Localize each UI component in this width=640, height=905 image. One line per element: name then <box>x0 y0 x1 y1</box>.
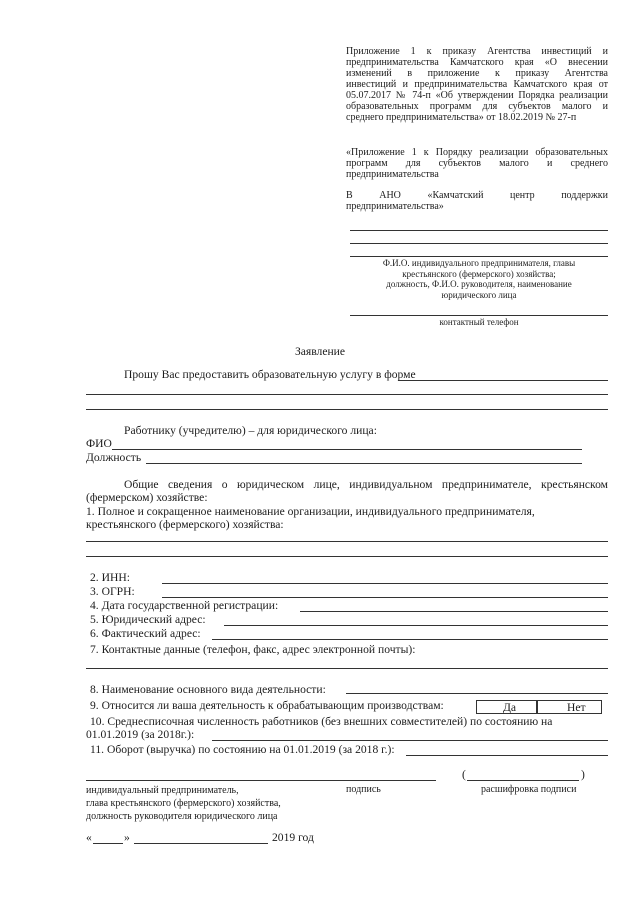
applicant-blank[interactable] <box>350 243 608 244</box>
position-label: Должность <box>86 451 142 464</box>
employee-heading: Работнику (учредителю) – для юридического лица: <box>124 424 377 437</box>
date-open-quote: « <box>86 831 92 844</box>
item1 <box>86 505 608 531</box>
fio-field[interactable] <box>112 449 582 450</box>
signer-blank[interactable] <box>86 780 436 781</box>
contacts-label: 7. Контактные данные (телефон, факс, адрес электронной почты): <box>90 643 416 656</box>
appendix-line: среднего предпринимательства» от 18.02.2019 № 27-п <box>346 112 577 123</box>
headcount-question <box>86 715 610 741</box>
applicant-caption <box>350 258 608 300</box>
headcount-line: 10. Среднесписочная численность работников (без внешних совместителей) по состоянию на <box>90 715 553 728</box>
procedure-line: программ для субъектов малого и среднего <box>346 158 608 169</box>
appendix-line: 05.07.2017 № 74-п «Об утверждении Порядка реализации <box>346 90 608 101</box>
general-intro-line: Общие сведения о юридическом лице, индивидуальном предпринимателе, крестьянском <box>124 478 608 491</box>
date-close-quote: » <box>124 831 130 844</box>
no-box[interactable] <box>536 700 602 714</box>
request-blank[interactable] <box>398 380 608 381</box>
decode-close-paren: ) <box>581 768 585 781</box>
addressee-line: предпринимательства» <box>346 201 444 212</box>
reg-date-field[interactable] <box>300 611 608 612</box>
request-blank[interactable] <box>86 394 608 395</box>
date-month-field[interactable] <box>134 843 268 844</box>
legal-address-label: 5. Юридический адрес: <box>90 613 206 626</box>
signer-caption <box>86 784 281 823</box>
org-name-blank[interactable] <box>86 556 608 557</box>
no-label: Нет <box>567 701 586 714</box>
year-text: 2019 год <box>272 831 314 844</box>
sign-caption: подпись <box>346 784 381 795</box>
headcount-line: 01.01.2019 (за 2018г.): <box>86 728 195 741</box>
turnover-label: 11. Оборот (выручка) по состоянию на 01.01.2019 (за 2018 г.): <box>90 743 395 756</box>
decode-blank[interactable] <box>467 780 579 781</box>
appendix-line: изменений в приложение к приказу Агентства <box>346 68 608 79</box>
applicant-caption-line: юридического лица <box>441 289 517 300</box>
signer-caption-line: индивидуальный предприниматель, <box>86 785 239 796</box>
request-blank[interactable] <box>86 409 608 410</box>
turnover-field[interactable] <box>406 755 608 756</box>
date-day-field[interactable] <box>93 843 123 844</box>
decode-caption: расшифровка подписи <box>481 784 577 795</box>
applicant-caption-line: должность, Ф.И.О. руководителя, наименование <box>386 279 572 289</box>
appendix-reference <box>346 46 608 123</box>
applicant-caption-line: Ф.И.О. индивидуального предпринимателя, главы <box>382 258 576 268</box>
addressee-line: В АНО «Камчатский центр поддержки <box>346 190 608 201</box>
phone-blank[interactable] <box>350 315 608 316</box>
reg-date-label: 4. Дата государственной регистрации: <box>90 599 279 612</box>
signer-caption-line: должность руководителя юридического лица <box>86 811 278 822</box>
ogrn-field[interactable] <box>162 597 608 598</box>
item1-line: крестьянского (фермерского) хозяйства: <box>86 518 284 531</box>
request-text: Прошу Вас предоставить образовательную услугу в форме <box>124 368 416 381</box>
legal-address-field[interactable] <box>224 625 608 626</box>
appendix-line: предпринимательства Камчатского края «О внесении <box>346 57 608 68</box>
ogrn-label: 3. ОГРН: <box>90 585 135 598</box>
main-activity-label: 8. Наименование основного вида деятельности: <box>90 683 326 696</box>
phone-caption: контактный телефон <box>439 317 519 327</box>
document-title: Заявление <box>294 345 346 358</box>
item1-line: 1. Полное и сокращенное наименование организации, индивидуального предпринимателя, <box>86 505 535 518</box>
signer-caption-line: глава крестьянского (фермерского) хозяйства, <box>86 798 281 809</box>
appendix-line: образовательных программ для субъектов малого и <box>346 101 608 112</box>
priority-question: 9. Относится ли ваша деятельность к обрабатывающим производствам: <box>90 699 444 712</box>
applicant-blank[interactable] <box>350 256 608 257</box>
yes-box[interactable] <box>476 700 538 714</box>
decode-open-paren: ( <box>462 768 466 781</box>
org-name-blank[interactable] <box>86 541 608 542</box>
main-activity-field[interactable] <box>346 693 608 694</box>
contacts-field[interactable] <box>86 668 608 669</box>
inn-label: 2. ИНН: <box>90 571 130 584</box>
headcount-field[interactable] <box>212 740 608 741</box>
applicant-blank[interactable] <box>350 230 608 231</box>
general-intro <box>86 478 608 504</box>
actual-address-label: 6. Фактический адрес: <box>90 627 201 640</box>
general-intro-line: (фермерском) хозяйстве: <box>86 491 208 504</box>
applicant-caption-line: крестьянского (фермерского) хозяйства; <box>402 268 556 279</box>
actual-address-field[interactable] <box>212 639 608 640</box>
procedure-line: предпринимательства <box>346 169 439 180</box>
inn-field[interactable] <box>162 583 608 584</box>
addressee <box>346 190 608 212</box>
position-field[interactable] <box>146 463 582 464</box>
appendix-line: Приложение 1 к приказу Агентства инвестиций и <box>346 46 608 57</box>
yes-label: Да <box>503 701 517 714</box>
procedure-line: «Приложение 1 к Порядку реализации образовательных <box>346 147 608 158</box>
procedure-reference <box>346 147 608 180</box>
fio-label: ФИО <box>86 437 112 450</box>
appendix-line: инвестиций и предпринимательства Камчатского края от <box>346 79 608 90</box>
